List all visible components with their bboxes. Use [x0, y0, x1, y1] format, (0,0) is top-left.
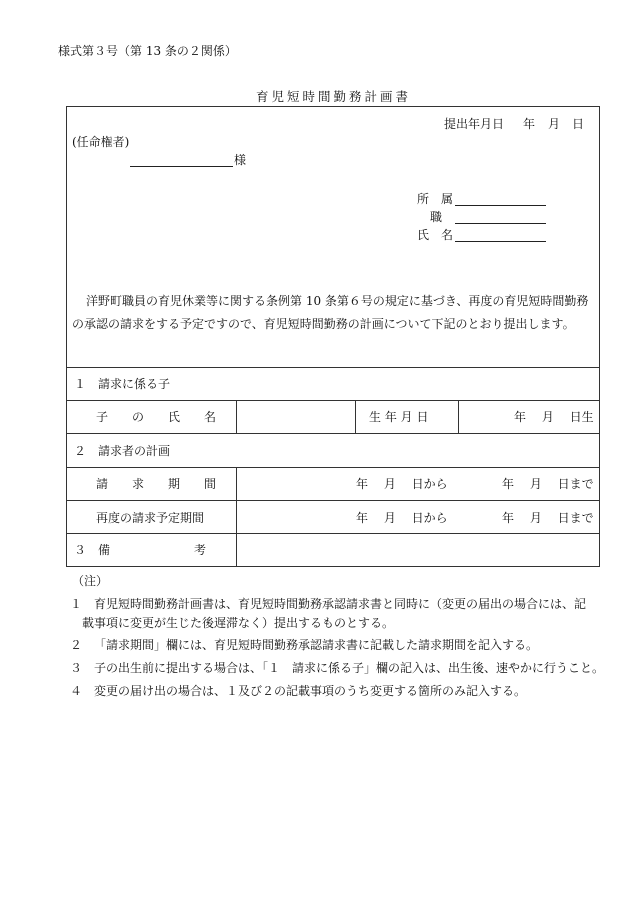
- name-field[interactable]: [455, 241, 546, 242]
- form-number: 様式第３号（第 13 条の２関係）: [58, 44, 237, 58]
- affiliation-field[interactable]: [455, 205, 546, 206]
- note-1-line-2: 載事項に変更が生じた後遅滞なく）提出するものとする。: [82, 616, 395, 630]
- note-2-line-1: 「請求期間」欄には、育児短時間勤務承認請求書に記載した請求期間を記入する。: [94, 638, 539, 652]
- divider-child-v1: [236, 400, 237, 433]
- note-1-line-1: 育児短時間勤務計画書は、育児短時間勤務承認請求書と同時に（変更の届出の場合には、記: [94, 597, 587, 611]
- page-title: 育児短時間勤務計画書: [256, 89, 412, 104]
- period-to[interactable]: 年 月 日まで: [502, 477, 594, 491]
- divider-child-row-top: [66, 400, 600, 401]
- period-label: 請 求 期 間: [96, 477, 217, 491]
- divider-section1: [66, 367, 600, 368]
- note-4-number: ４: [70, 684, 83, 698]
- remarks-field[interactable]: [245, 543, 590, 557]
- period-from[interactable]: 年 月 日から: [356, 477, 448, 491]
- child-name-field[interactable]: [245, 410, 350, 424]
- note-1-number: １: [70, 597, 83, 611]
- position-label: 職: [430, 210, 443, 224]
- note-2-number: ２: [70, 638, 83, 652]
- planned-from[interactable]: 年 月 日から: [356, 511, 448, 525]
- notes-heading: （注）: [72, 574, 109, 588]
- note-4-line-1: 変更の届け出の場合は、１及び２の記載事項のうち変更する箇所のみ記入する。: [94, 684, 527, 698]
- planned-label: 再度の請求予定期間: [96, 511, 205, 525]
- divider-period-top: [66, 467, 600, 468]
- note-3-number: ３: [70, 661, 83, 675]
- appointer-field[interactable]: [130, 166, 233, 167]
- submission-date-year[interactable]: 年: [523, 117, 536, 131]
- submission-date-label: 提出年月日: [444, 117, 505, 131]
- body-text-line-2: の承認の請求をする予定ですので、育児短時間勤務の計画について下記のとおり提出します。: [72, 317, 575, 331]
- affiliation-label: 所 属: [417, 192, 454, 206]
- note-3-line-1: 子の出生前に提出する場合は、「１ 請求に係る子」欄の記入は、出生後、速やかに行うこと。: [94, 661, 605, 675]
- birth-date-label: 生 年 月 日: [369, 410, 429, 424]
- body-text-line-1: 洋野町職員の育児休業等に関する条例第 10 条第６号の規定に基づき、再度の育児短時間勤務: [86, 294, 589, 308]
- section1-heading: １ 請求に係る子: [74, 377, 171, 391]
- appointer-suffix: 様: [234, 153, 247, 167]
- submission-date-day[interactable]: 日: [572, 117, 585, 131]
- position-field[interactable]: [455, 223, 546, 224]
- divider-section3: [66, 533, 600, 534]
- divider-section2: [66, 433, 600, 434]
- divider-child-v2: [355, 400, 356, 433]
- submission-date-month[interactable]: 月: [548, 117, 561, 131]
- form-frame: [66, 106, 600, 567]
- name-label: 氏 名: [417, 228, 454, 242]
- divider-planned-top: [66, 500, 600, 501]
- appointer-label: (任命権者): [72, 135, 130, 149]
- section2-heading: ２ 請求者の計画: [74, 444, 171, 458]
- planned-to[interactable]: 年 月 日まで: [502, 511, 594, 525]
- divider-child-v3: [458, 400, 459, 433]
- divider-plan-v1: [236, 467, 237, 567]
- birth-date-value[interactable]: 年 月 日生: [514, 410, 594, 424]
- section3-heading: ３ 備 考: [74, 543, 207, 557]
- child-name-label: 子 の 氏 名: [96, 410, 217, 424]
